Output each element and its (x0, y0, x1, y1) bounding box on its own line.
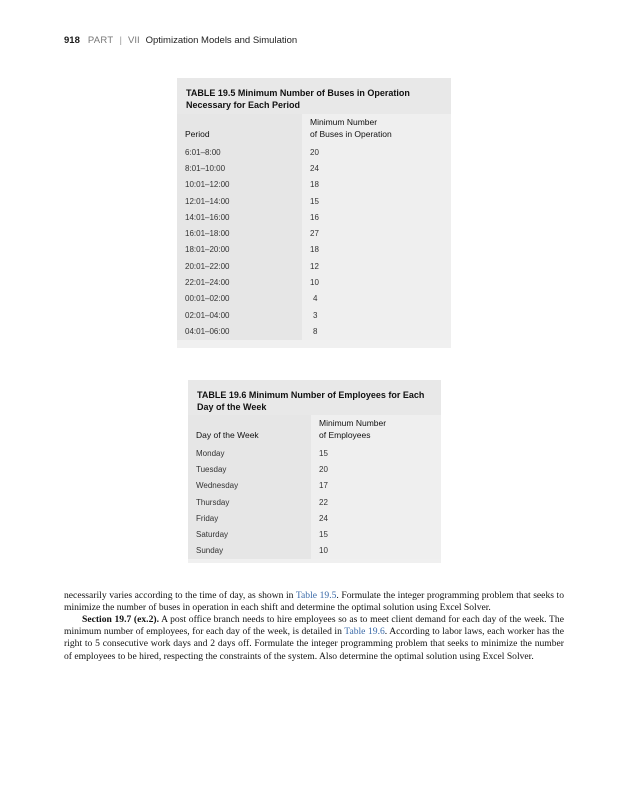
value-cell: 10 (319, 546, 328, 556)
table-label: TABLE 19.5 (186, 88, 236, 98)
label-cell: 8:01–10:00 (185, 163, 226, 173)
label-cell: Sunday (196, 546, 224, 556)
label-cell: 20:01–22:00 (185, 261, 230, 271)
table-body (177, 144, 451, 340)
p2-text-b: . According to labor laws, each worker has the right to 5 consecutive work days and 2 days off. Formulate the integer programming problem that seeks to minimize the number of employees to be hired, respecting the constraints of the system. Also determine the optimal solution using Excel Solver. (64, 626, 564, 662)
table-caption (177, 78, 451, 114)
column-header-line1: Minimum Number (319, 418, 387, 428)
label-cell: Friday (196, 513, 219, 523)
value-cell: 27 (310, 229, 319, 239)
table-header-row (177, 114, 451, 144)
section-reference: Section 19.7 (ex.2). (82, 614, 159, 625)
table-19-5 (177, 78, 451, 348)
body-paragraph-1 (64, 590, 564, 614)
label-cell: 16:01–18:00 (185, 229, 230, 239)
value-cell: 24 (319, 513, 328, 523)
table-title: Minimum Number of Employees for Each Day of the Week (197, 390, 425, 412)
table-caption (188, 380, 441, 415)
label-cell: 18:01–20:00 (185, 245, 230, 255)
value-cell: 17 (319, 481, 328, 491)
table-label: TABLE 19.6 (197, 390, 247, 400)
value-cell: 18 (310, 245, 319, 255)
header-separator: | (119, 35, 122, 46)
value-cell: 22 (319, 497, 328, 507)
label-cell: Tuesday (196, 464, 227, 474)
label-cell: Wednesday (196, 481, 239, 491)
table-title: Minimum Number of Buses in Operation Necessary for Each Period (186, 88, 410, 110)
value-column (302, 144, 451, 340)
table-19-6-link[interactable]: Table 19.6 (344, 626, 385, 638)
value-cell: 8 (313, 326, 318, 336)
value-cell: 15 (310, 196, 319, 206)
value-cell: 4 (313, 294, 318, 304)
p2-text-a: A post office branch needs to hire employees so as to meet client demand for each day of the week. The minimum number of employees, for each day of the week, is detailed in (64, 614, 564, 638)
column-header-day: Day of the Week (188, 415, 311, 445)
value-cell: 15 (319, 530, 328, 540)
value-cell: 15 (319, 448, 328, 458)
table-body (188, 445, 441, 559)
value-cell: 12 (310, 261, 319, 271)
column-header-line1: Minimum Number (310, 117, 378, 127)
part-label: PART (87, 35, 114, 46)
column-header-buses (302, 114, 451, 144)
column-header-employees (311, 415, 441, 445)
day-column (188, 445, 311, 559)
label-cell: 22:01–24:00 (185, 278, 230, 288)
label-cell: 12:01–14:00 (185, 196, 230, 206)
value-cell: 20 (319, 464, 328, 474)
label-cell: 10:01–12:00 (185, 180, 230, 190)
label-cell: Monday (196, 448, 225, 458)
body-paragraph-2 (64, 614, 564, 663)
label-cell: 02:01–04:00 (185, 310, 230, 320)
label-cell: 6:01–8:00 (185, 147, 221, 157)
column-header-line2: of Buses in Operation (310, 129, 392, 139)
value-cell: 10 (310, 278, 319, 288)
value-cell: 24 (310, 163, 319, 173)
p1-text-a: necessarily varies according to the time of day, as shown in (64, 590, 296, 601)
label-cell: Saturday (196, 530, 229, 540)
value-cell: 3 (313, 310, 318, 320)
column-header-period: Period (177, 114, 302, 144)
label-cell: 14:01–16:00 (185, 212, 230, 222)
label-cell: 00:01–02:00 (185, 294, 230, 304)
table-header-row (188, 415, 441, 445)
chapter-title: Optimization Models and Simulation (145, 35, 298, 46)
part-number: VII (128, 35, 140, 46)
value-cell: 16 (310, 212, 319, 222)
period-column (177, 144, 302, 340)
column-header-line2: of Employees (319, 430, 371, 440)
label-cell: Thursday (196, 497, 230, 507)
label-cell: 04:01–06:00 (185, 326, 230, 336)
value-cell: 18 (310, 180, 319, 190)
value-column (311, 445, 441, 559)
running-header (64, 35, 297, 46)
table-19-6 (188, 380, 441, 563)
page-number: 918 (64, 35, 80, 46)
p1-text-b: . Formulate the integer programming problem that seeks to minimize the number of buses in operation in each shift and determine the optimal solution using Excel Solver. (64, 590, 565, 614)
value-cell: 20 (310, 147, 319, 157)
table-19-5-link[interactable]: Table 19.5 (295, 590, 337, 601)
